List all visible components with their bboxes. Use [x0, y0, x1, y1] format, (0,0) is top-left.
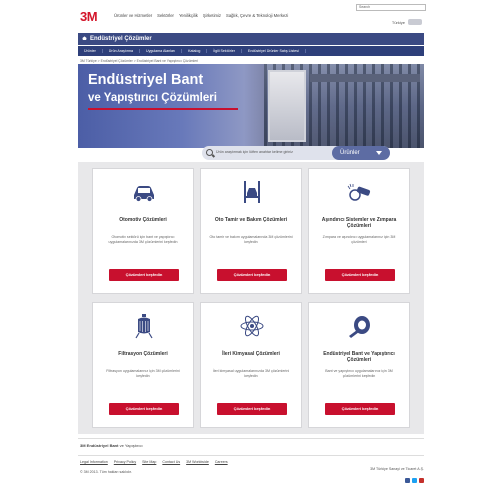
hero-title-line1: Endüstriyel Bant	[88, 72, 204, 88]
explore-solutions-button[interactable]: Çözümleri keşfedin	[109, 269, 179, 281]
hero-title-line2: ve Yapıştırıcı Çözümleri	[88, 92, 217, 104]
language-label: Türkiye	[391, 19, 405, 25]
explore-solutions-button[interactable]: Çözümleri keşfedin	[217, 403, 287, 415]
language-selector[interactable]	[392, 19, 422, 25]
solution-card-auto-repair	[200, 168, 302, 294]
card-description: İleri kimyasal uygulamalarınızda 3M çözümlerini keşfedin	[212, 369, 290, 378]
company-name: 3M Türkiye Sanayi ve Ticaret A.Ş.	[370, 467, 424, 471]
topnav-item[interactable]: Sektörler	[157, 13, 174, 18]
dropdown-label: Ürünler	[340, 150, 360, 156]
card-title: Filtrasyon Çözümleri	[118, 351, 168, 357]
solutions-grid	[78, 162, 424, 434]
footer-title-bold: 3M Endüstriyel Bant	[80, 443, 119, 448]
page	[74, 0, 428, 500]
topnav-item[interactable]: Şirketimiz	[202, 13, 222, 18]
card-title: Oto Tamir ve Bakım Çözümleri	[214, 217, 288, 223]
footer-link[interactable]: Contact Us	[162, 460, 181, 464]
home-icon[interactable]	[82, 36, 87, 40]
facebook-icon[interactable]	[405, 478, 410, 483]
section-title-bar	[78, 33, 424, 45]
footer-link[interactable]: Privacy Policy	[113, 460, 137, 464]
card-description: Zımpara ve aşındırıcı uygulamalarınız için 3M çözümleri	[322, 235, 396, 244]
footer-title-rest: ve Yapıştırıcı	[119, 443, 143, 448]
footer-link[interactable]: Legal Information	[80, 460, 108, 464]
section-title: Endüstriyel Çözümler	[90, 36, 152, 42]
solution-card-abrasives	[308, 168, 410, 294]
footer-link[interactable]: 3M Worldwide	[186, 460, 209, 464]
card-description: Bant ve yapıştırıcı uygulamalarınız için 3M çözümlerini keşfedin	[325, 369, 393, 378]
hero-underline	[88, 108, 238, 110]
chevron-down-icon	[376, 151, 382, 155]
explore-solutions-button[interactable]: Çözümleri keşfedin	[325, 269, 395, 281]
tape-roll-icon	[347, 313, 373, 339]
3m-logo[interactable]: 3M	[80, 9, 98, 24]
card-title: Aşındırıcı Sistemler ve Zımpara Çözümleri	[321, 217, 397, 229]
menu-item[interactable]: Endüstriyel Ürünler Satış Listesi	[242, 49, 306, 53]
menu-item[interactable]: Ürün Araştırma	[103, 49, 140, 53]
copyright: © 3M 2013. Tüm hakları saklıdır.	[80, 470, 132, 474]
main-menu	[78, 46, 424, 56]
topnav-item[interactable]: Yenilikçilik	[178, 13, 198, 18]
explore-solutions-button[interactable]: Çözümleri keşfedin	[109, 403, 179, 415]
footer-divider	[78, 455, 424, 456]
product-category-dropdown[interactable]	[332, 146, 390, 160]
top-nav	[114, 13, 288, 18]
solution-card-tapes	[308, 302, 410, 428]
explore-solutions-button[interactable]: Çözümleri keşfedin	[325, 403, 395, 415]
footer-links	[80, 460, 228, 464]
twitter-icon[interactable]	[412, 478, 417, 483]
factory-beam	[310, 74, 420, 82]
search-icon[interactable]	[206, 149, 213, 156]
youtube-icon[interactable]	[419, 478, 424, 483]
car-icon	[131, 179, 157, 205]
site-search-input[interactable]: Search	[356, 4, 426, 11]
solution-card-chemicals	[200, 302, 302, 428]
footer-title	[80, 443, 143, 448]
topnav-item[interactable]: Ürünler ve Hizmetler	[114, 13, 153, 18]
card-title: Endüstriyel Bant ve Yapıştırıcı Çözümleri	[323, 351, 395, 363]
car-lift-icon	[239, 179, 265, 205]
menu-item[interactable]: Ürünler	[78, 49, 103, 53]
grinder-icon	[347, 179, 373, 205]
footer-link[interactable]: Careers	[214, 460, 228, 464]
filter-icon	[131, 313, 157, 339]
card-title: Otomotiv Çözümleri	[119, 217, 167, 223]
footer-link[interactable]: Site Map	[142, 460, 157, 464]
card-description: Otomotiv sektörü için bant ve yapıştırıcı uygulamalarınızda 3M çözümlerini keşfedin	[108, 235, 178, 244]
menu-item[interactable]: Katalog	[182, 49, 207, 53]
solution-card-automotive	[92, 168, 194, 294]
menu-item[interactable]: İlgili Sektörler	[207, 49, 242, 53]
product-search-input[interactable]: Ürün araştırmak için lütfen anahtar kelime giriniz	[216, 150, 293, 154]
footer-divider	[78, 438, 424, 439]
topnav-item[interactable]: Sağlık, Çevre & Teknoloji Merkezi	[226, 13, 289, 18]
card-title: İleri Kimyasal Çözümleri	[222, 351, 280, 357]
card-description: Filtrasyon uygulamalarınız için 3M çözümlerini keşfedin	[106, 369, 180, 378]
product-search	[202, 146, 390, 160]
top-header	[74, 0, 428, 30]
world-map-icon	[408, 19, 422, 25]
explore-solutions-button[interactable]: Çözümleri keşfedin	[217, 269, 287, 281]
card-description: Oto tamir ve bakım uygulamalarında 3M çözümlerini keşfedin	[209, 235, 293, 244]
menu-item[interactable]: Uygulama Alanları	[140, 49, 182, 53]
social-links	[405, 478, 424, 483]
breadcrumb[interactable]: 3M Türkiye > Endüstriyel Çözümler > Endüstriyel Bant ve Yapıştırıcı Çözümleri	[80, 59, 198, 63]
solution-card-filtration	[92, 302, 194, 428]
atom-icon	[239, 313, 265, 339]
hero-banner	[78, 64, 424, 148]
window-frame-image	[268, 70, 306, 142]
